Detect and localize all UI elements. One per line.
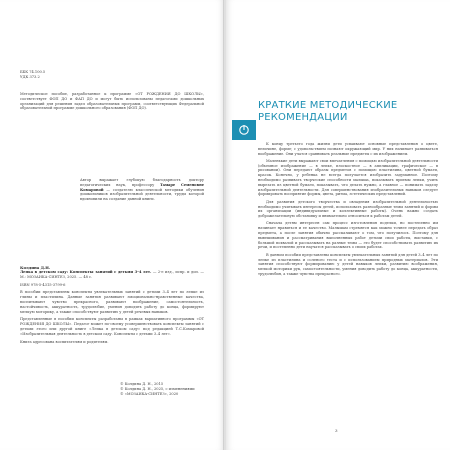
copyright-line: © Колдина Д. Н., 2025, с изменениями: [120, 387, 195, 391]
body-paragraph: К концу третьего года жизни дети усваивают основные представления о цвете, величине, форме; с удовольствием познают окружающий мир. У них начинает развиваться воображение. Они учатся сравнивать реальные предметы с их изображением.: [258, 142, 438, 156]
body-paragraph: Сначала детям интересен сам процесс изготовления поделки, но постепенно им начинает нравиться и ее качество. Малышам стремятся как можно точнее передать образ предмета, а после занятия обычно рассказывают о том, что получилось. Поэтому для вывешивания и рассматривания выполненных работ детьми свои работы, выставки, с большой похвалой и рассказывать на разные темы — это будет способствовать развитию их речи, и постепенно дети научатся рассказывать о своих работах.: [258, 221, 438, 250]
isbn-inline: ISBN 978-5-4315-3799-6: [20, 282, 66, 287]
acknowledgment-name: Тамаре Семеновне Комаровой: [80, 182, 204, 192]
acknowledgment-prefix: Автор выражает глубокую благодарность доктору педагогических наук, профессору: [80, 178, 204, 187]
body-paragraph: В данном пособии представлены конспекты увлекательных занятий для детей 3–4 лет по лепке из пластилина и соленого теста и с использованием природных материалов. Эти занятия способствуют формированию у детей навыков лепки, развитию воображения, мелкой моторики рук, самостоятельности, умения доводить работу до конца, аккуратности, трудолюбия, а также чувства прекрасного.: [258, 252, 438, 276]
section-body: [258, 142, 438, 279]
section-marker: [232, 120, 256, 140]
book-description: В пособии представлены конспекты увлекательных занятий с детьми 3–4 лет по лепке из глины и пластилина. Данные занятия развивают эмоционально-нравственные качества, воспитывают чувство прекрасного, развивают воображение, самостоятельность, настойчивость, аккуратность, трудолюбие, умения доводить работу до конца, формируют мелкую моторику, а также способствуют развитию у детей речевых навыков.: [20, 290, 204, 314]
body-paragraph: Для развития детского творчества и овладения изобразительной деятельностью необходимо учитывать интересы детей, использовать разнообразные темы занятий и формы их организации (индивидуальные и коллективные работы). Очень важно создать доброжелательную обстановку и внимательно относиться к работам детей.: [258, 199, 438, 219]
right-page: [226, 0, 450, 450]
author-name: Колдина Д.Н.: [20, 265, 51, 270]
copyright-block: [120, 382, 195, 397]
acknowledgment-suffix: — создателю классической методики обучения дошкольников изобразительной деятельности, труды которой вдохновили на создание данной книги.: [80, 187, 204, 202]
program-note: Представленные в пособии конспекты разработаны в рамках вариативного программы «ОТ РОЖДЕНИЯ ДО ШКОЛЫ». Педагог может по-своему усовершенствовать конспекты занятий с детьми этого или другой книге «Лепка в детском саду» под редакцией Т.С.Комаровой «Изобразительная деятельность в детском саду. Конспекты с детьми 3–4 лет».: [20, 317, 204, 336]
book-description-block: [20, 270, 204, 347]
book-title: Лепка в детском саду: Конспекты занятий с детьми 3–4 лет.: [20, 270, 152, 274]
left-page: [0, 0, 224, 450]
book-bibliography: [20, 270, 204, 280]
book-details: — 2-е изд., испр. и доп. — М.: МОЗАИКА-СИНТЕЗ, 2025. — 48 с.: [20, 270, 204, 279]
audience-note: Книга адресована воспитателям и родителям.: [20, 339, 109, 344]
bbk-udk-codes: [20, 70, 45, 80]
copyright-line: © «МОЗАИКА-СИНТЕЗ», 2020: [120, 392, 179, 396]
copyright-line: © Колдина Д. Н., 2015: [120, 382, 164, 386]
section-title: КРАТКИЕ МЕТОДИЧЕСКИЕ РЕКОМЕНДАЦИИ: [258, 100, 398, 123]
page-number: 3: [335, 428, 338, 433]
acknowledgment: [80, 178, 204, 202]
body-paragraph: Маленькие дети выражают свои впечатления с помощью изобразительной деятельности (объемное изображение — в лепке, плоскостное — в аппликации, графическое — в рисовании). Они передают образы предметов с помощью пластилина, цветной бумаги, красок. Конечно, у ребенка не всегда получается изобразить задуманное. Поэтому необходимо развивать творческие способности малыша, показывать приемы лепки, учить вырезать из цветной бумаги, показывать, что делать нужно, а главное — понимать задачу изобразительной деятельности. Для совершенствования изобразительных навыков следует формировать восприятие формы, цвета, ритма, эстетических представлений.: [258, 158, 438, 197]
power-icon: [238, 124, 250, 136]
intro-paragraph: Методическое пособие, разработанное к программе «ОТ РОЖДЕНИЯ ДО ШКОЛЫ», соответствует ФОП ДО и ФАП ДО и могут быть использованы педагогами дошкольных организаций для решения задач образовательных программ, соответствующих Федеральной образовательной программе дошкольного образования (ФОП ДО).: [20, 92, 204, 111]
bbk-code: ББК 74.100.5: [20, 70, 46, 74]
udk-code: УДК 373.2: [20, 75, 40, 79]
